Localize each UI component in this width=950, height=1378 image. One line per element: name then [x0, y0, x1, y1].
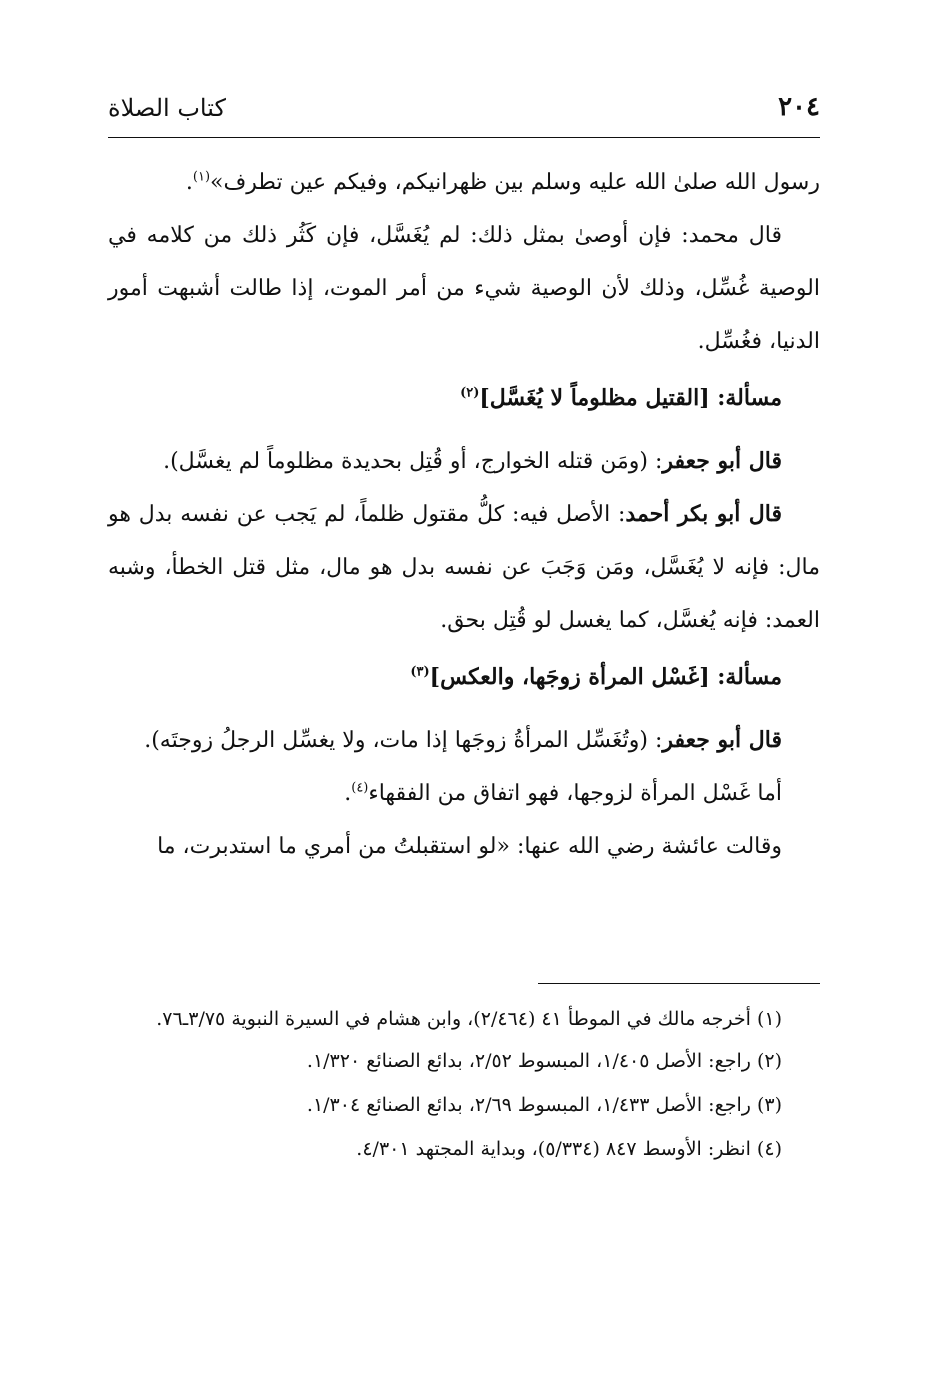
footnote-marker: (١): [192, 169, 211, 185]
paragraph-text: وقالت عائشة رضي الله عنها: «لو استقبلتُ من أمري ما استدبرت، ما: [157, 834, 782, 859]
page-header: [108, 92, 820, 132]
paragraph-text: رسول الله صلىٰ الله عليه وسلم بين ظهرانيكم، وفيكم عين تطرف»: [210, 170, 820, 195]
paragraph-text: أما غَسْل المرأة لزوجها، فهو اتفاق من الفقهاء: [368, 781, 782, 806]
footnote-marker: (٤): [351, 780, 369, 796]
speaker-label: قال أبو جعفر: [662, 727, 782, 753]
paragraph-text: : (وتُغَسِّل المرأةُ زوجَها إذا مات، ولا يغسِّل الرجلُ زوجتَه).: [144, 728, 663, 753]
paragraph: [108, 714, 820, 767]
footnote-marker: (٢): [460, 385, 480, 401]
footnote-divider: [538, 983, 820, 984]
footnote: (٣) راجع: الأصل ١/٤٣٣، المبسوط ٢/٦٩، بدائع الصنائع ١/٣٠٤.: [306, 1094, 782, 1116]
issue-heading: [108, 372, 820, 425]
speaker-label: قال أبو جعفر: [662, 448, 782, 474]
paragraph: [108, 767, 820, 820]
main-text: [108, 156, 820, 873]
issue-title: مسألة: [غَسْل المرأة زوجَها، والعكس]: [429, 664, 782, 690]
page-number: ٢٠٤: [778, 92, 820, 122]
paragraph: [108, 488, 820, 647]
issue-title: مسألة: [القتيل مظلوماً لا يُغَسَّل]: [479, 385, 782, 411]
paragraph: [108, 820, 820, 873]
header-divider: [108, 137, 820, 138]
footnote-marker: (٣): [410, 664, 430, 680]
footnote: (٢) راجع: الأصل ١/٤٠٥، المبسوط ٢/٥٢، بدائع الصنائع ١/٣٢٠.: [306, 1050, 782, 1072]
footnotes: [108, 1000, 820, 1174]
paragraph: [108, 156, 820, 209]
paragraph: [108, 209, 820, 368]
paragraph: [108, 435, 820, 488]
footnote: (٤) انظر: الأوسط ٨٤٧ (٥/٣٣٤)، وبداية المجتهد ٤/٣٠١.: [356, 1138, 782, 1160]
paragraph-end: .: [185, 170, 193, 195]
paragraph-end: .: [344, 781, 352, 806]
paragraph-text: : (ومَن قتله الخوارج، أو قُتِل بحديدة مظلوماً لم يغسَّل).: [163, 449, 663, 474]
issue-heading: [108, 651, 820, 704]
footnote: (١) أخرجه مالك في الموطأ ٤١ (٢/٤٦٤)، وابن هشام في السيرة النبوية ٣/٧٥ـ٧٦.: [156, 1008, 782, 1030]
paragraph-text: : الأصل فيه: كلُّ مقتول ظلماً، لم يَجب عن نفسه بدل هو مال: فإنه لا يُغَسَّل، ومَن وَجَبَ عن نفسه بدل هو مال، مثل قتل الخطأ، وشبه العمد: فإنه يُغسَّل، كما يغسل لو قُتِل بحق.: [108, 502, 820, 633]
speaker-label: قال أبو بكر أحمد: [625, 501, 783, 527]
running-title: كتاب الصلاة: [108, 94, 226, 122]
paragraph-text: قال محمد: فإن أوصىٰ بمثل ذلك: لم يُغَسَّل، فإن كَثُر ذلك من كلامه في الوصية غُسِّل، وذلك لأن الوصية شيء من أمر الموت، إذا طالت أشبهت أمور الدنيا، فغُسِّل.: [108, 223, 820, 354]
